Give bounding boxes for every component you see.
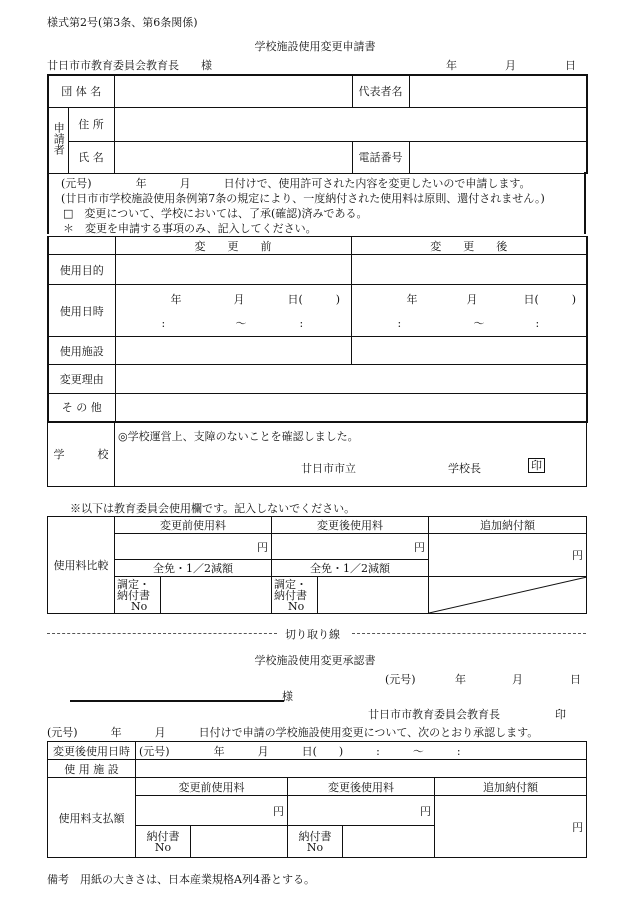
- group-name-label: 団 体 名: [48, 75, 114, 107]
- approval-table: [47, 741, 587, 858]
- principal-label: 学校長: [448, 462, 481, 475]
- dt-after-day: 日( ): [523, 293, 577, 306]
- approval-month: 月: [512, 673, 523, 686]
- after-fee-header: 変更後使用料: [272, 517, 429, 534]
- before-adjust-field[interactable]: [161, 577, 272, 614]
- approval-era: (元号): [385, 673, 416, 686]
- approval-after-slip-l2: No: [306, 840, 324, 854]
- school-city: 廿日市市立: [301, 462, 356, 475]
- after-exemption: 全免・1／2減額: [272, 560, 429, 577]
- school-label: 学 校: [48, 422, 115, 486]
- dt-after-month: 月: [466, 293, 478, 306]
- addressee-underline: [70, 700, 284, 702]
- reason-label: 変更理由: [48, 365, 115, 394]
- after-adjust-l2: 納付書: [274, 588, 307, 602]
- approval-before-slip-field[interactable]: [191, 826, 288, 858]
- purpose-before-field[interactable]: [115, 255, 351, 285]
- approval-day: 日: [570, 673, 581, 686]
- approval-before-slip-l1: 納付書: [146, 829, 180, 843]
- address-label: 住 所: [68, 107, 114, 141]
- approval-after-slip-field[interactable]: [343, 826, 435, 858]
- facility-after-field[interactable]: [351, 337, 587, 365]
- after-adjust-l1: 調定・: [274, 577, 307, 591]
- datetime-before-field[interactable]: [115, 285, 351, 337]
- approval-before-slip-l2: No: [154, 840, 172, 854]
- school-confirm-text: ◎学校運営上、支障のないことを確認しました。: [118, 430, 359, 443]
- form-number: 様式第2号(第3条、第6条関係): [47, 16, 198, 29]
- approval-facility-label: 使 用 施 設: [48, 760, 136, 778]
- purpose-after-field[interactable]: [351, 255, 587, 285]
- before-fee-header: 変更前使用料: [115, 517, 272, 534]
- fee-compare-label: 使用料比較: [48, 517, 115, 614]
- other-field[interactable]: [115, 394, 587, 422]
- facility-before-field[interactable]: [115, 337, 351, 365]
- approval-issuer: 廿日市市教育委員会教育長 印: [368, 708, 566, 721]
- representative-field[interactable]: [409, 75, 587, 107]
- fee-compare-table: [47, 516, 587, 614]
- application-table: [47, 74, 588, 174]
- approval-after-fee-header: 変更後使用料: [288, 778, 435, 796]
- note-line-1: (元号) 年 月 日付けで、使用許可された内容を変更したいので申請します。: [61, 177, 531, 190]
- diagonal-cell: [429, 577, 587, 614]
- facility-label: 使用施設: [48, 337, 115, 365]
- approval-before-yen: 円: [136, 796, 288, 826]
- date-month: 月: [505, 59, 516, 72]
- approval-additional-header: 追加納付額: [435, 778, 587, 796]
- reason-field[interactable]: [115, 365, 587, 394]
- before-adjust-cell: [115, 577, 161, 614]
- approval-datetime-label: 変更後使用日時: [48, 742, 136, 760]
- dt-before-year: 年: [170, 293, 182, 306]
- notes-block: [47, 172, 586, 234]
- dt-before-colon-1: :: [161, 317, 166, 330]
- before-adjust-l3: No: [131, 599, 148, 613]
- dt-before-month: 月: [233, 293, 245, 306]
- additional-yen: 円: [429, 534, 587, 577]
- after-adjust-l3: No: [288, 599, 305, 613]
- approval-before-slip-cell: [136, 826, 191, 858]
- group-name-field[interactable]: [114, 75, 352, 107]
- dt-before-colon-2: :: [299, 317, 304, 330]
- purpose-label: 使用目的: [48, 255, 115, 285]
- cut-line-left: [47, 633, 277, 634]
- approval-title: 学校施設使用変更承認書: [254, 654, 376, 667]
- additional-header: 追加納付額: [429, 517, 587, 534]
- approval-datetime-value: (元号) 年 月 日( ) : 〜 :: [136, 742, 587, 760]
- school-table: [47, 422, 587, 487]
- after-adjust-field[interactable]: [318, 577, 429, 614]
- name-field[interactable]: [114, 141, 352, 173]
- before-header: 変 更 前: [115, 237, 351, 255]
- school-confirm-cell: [115, 422, 587, 486]
- dt-after-colon-1: :: [397, 317, 402, 330]
- before-fee-yen: 円: [115, 534, 272, 560]
- cut-line-label: 切り取り線: [285, 628, 340, 641]
- applicant-label: [48, 107, 68, 173]
- diagonal-line: [429, 577, 587, 613]
- approval-after-yen: 円: [288, 796, 435, 826]
- approval-sama: 様: [282, 690, 293, 703]
- note-line-4: ＊ 変更を申請する事項のみ、記入してください。: [63, 222, 317, 235]
- after-header: 変 更 後: [351, 237, 587, 255]
- approval-additional-yen: 円: [435, 796, 587, 858]
- other-label: そ の 他: [48, 394, 115, 422]
- approval-after-slip-cell: [288, 826, 343, 858]
- approval-year: 年: [455, 673, 466, 686]
- after-adjust-cell: [272, 577, 318, 614]
- board-notice: ※以下は教育委員会使用欄です。記入しないでください。: [70, 502, 356, 515]
- approval-facility-field[interactable]: [136, 760, 587, 778]
- dt-before-day: 日( ): [287, 293, 341, 306]
- before-adjust-l1: 調定・: [117, 577, 150, 591]
- dt-after-colon-2: :: [535, 317, 540, 330]
- remarks: 備考 用紙の大きさは、日本産業規格A列4番とする。: [47, 873, 315, 886]
- datetime-after-field[interactable]: [351, 285, 587, 337]
- dt-before-tilde: 〜: [235, 317, 247, 330]
- applicant-label-text: 申請者: [52, 122, 66, 155]
- form-title: 学校施設使用変更申請書: [254, 40, 376, 53]
- phone-label: 電話番号: [352, 141, 409, 173]
- seal-mark: 印: [528, 458, 545, 473]
- note-line-3: □ 変更について、学校においては、了承(確認)済みである。: [63, 207, 368, 220]
- approval-after-slip-l1: 納付書: [298, 829, 332, 843]
- name-label: 氏 名: [68, 141, 114, 173]
- representative-label: 代表者名: [352, 75, 409, 107]
- phone-field[interactable]: [409, 141, 587, 173]
- before-exemption: 全免・1／2減額: [115, 560, 272, 577]
- dt-after-tilde: 〜: [473, 317, 485, 330]
- note-line-2: (廿日市市学校施設使用条例第7条の規定により、一度納付された使用料は原則、還付されません。): [61, 192, 545, 205]
- address-field[interactable]: [114, 107, 587, 141]
- approval-before-fee-header: 変更前使用料: [136, 778, 288, 796]
- dt-after-year: 年: [406, 293, 418, 306]
- cut-line-right: [352, 633, 586, 634]
- approval-fee-label: 使用料支払額: [48, 778, 136, 858]
- change-header-blank: [48, 237, 115, 255]
- change-table: [47, 236, 588, 423]
- date-day: 日: [565, 59, 576, 72]
- datetime-label: 使用日時: [48, 285, 115, 337]
- addressee: 廿日市市教育委員会教育長 様: [47, 59, 212, 72]
- after-fee-yen: 円: [272, 534, 429, 560]
- approval-statement: (元号) 年 月 日付けで申請の学校施設使用変更について、次のとおり承認します。: [47, 726, 539, 739]
- before-adjust-l2: 納付書: [117, 588, 150, 602]
- date-year: 年: [446, 59, 457, 72]
